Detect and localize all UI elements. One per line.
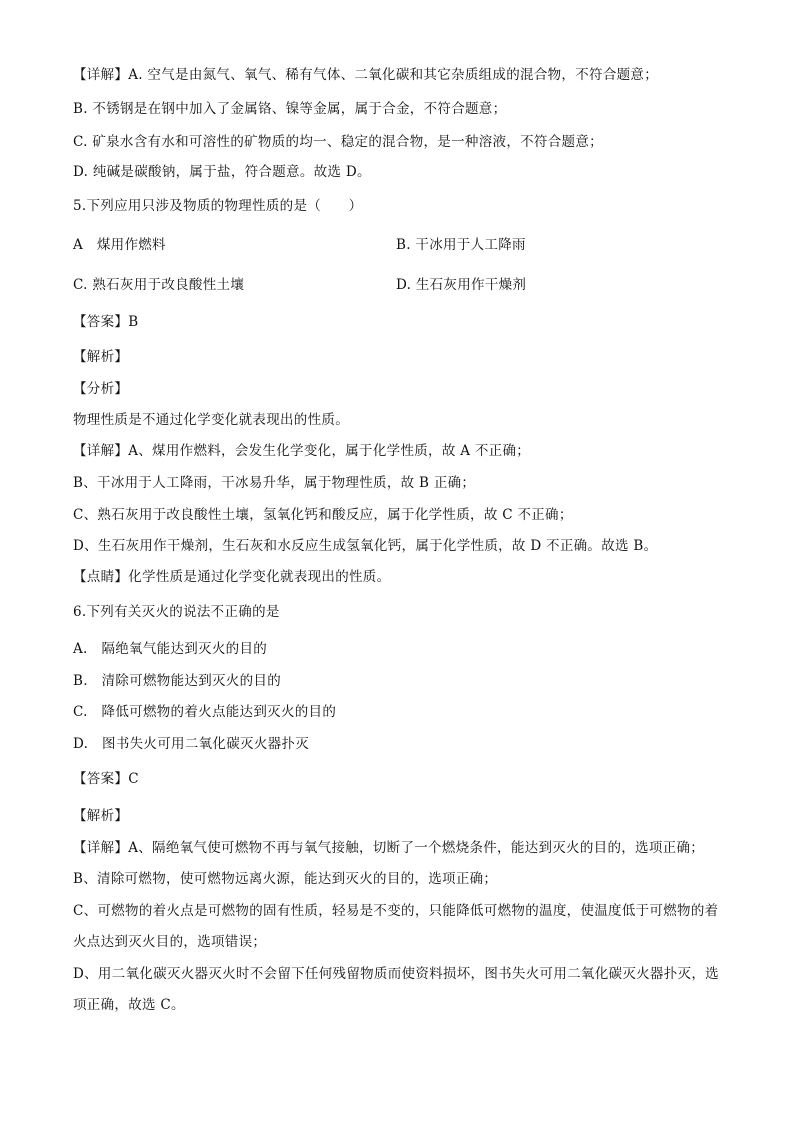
q5-fenxi-text: 物理性质是不通过化学变化就表现出的性质。 [73,412,349,428]
q5-detail-b: B、干冰用于人工降雨，干冰易升华，属于物理性质，故 B 正确； [73,475,476,491]
q6-option-b: B. 清除可燃物能达到灭火的目的 [73,673,282,689]
q5-detail-c: C、熟石灰用于改良酸性土壤，氢氧化钙和酸反应，属于化学性质，故 C 不正确； [73,507,573,523]
q4-detail-b: B. 不锈钢是在钢中加入了金属铬、镍等金属，属于合金，不符合题意； [73,101,507,117]
q6-option-c: C. 降低可燃物的着火点能达到灭火的目的 [73,704,337,720]
q5-option-a: A 煤用作燃料 [73,237,166,253]
q5-analysis-label: 【解析】 [73,349,129,365]
q5-answer: 【答案】B [73,314,139,330]
q6-detail-a: 【详解】A、隔绝氧气使可燃物不再与氧气接触，切断了一个燃烧条件，能达到灭火的目的，选项正确； [73,840,705,856]
q6-answer: 【答案】C [73,771,139,787]
q6-detail-d-line2: 项正确，故选 C。 [73,997,185,1013]
q5-question: 5.下列应用只涉及物质的物理性质的是（ ） [73,198,363,214]
q4-detail-a: 【详解】A. 空气是由氮气、氧气、稀有气体、二氧化碳和其它杂质组成的混合物，不符合题意； [73,67,659,83]
q6-detail-d-line1: D、用二氧化碳灭火器灭火时不会留下任何残留物质而使资料损坏，图书失火可用二氧化碳灭火器扑灭，选 [73,966,719,982]
q5-option-d: D. 生石灰用作干燥剂 [396,277,527,293]
q6-option-a: A. 隔绝氧气能达到灭火的目的 [73,641,268,657]
q5-dianjing: 【点睛】化学性质是通过化学变化就表现出的性质。 [73,569,391,585]
q6-detail-c-line2: 火点达到灭火目的，选项错误； [73,934,267,950]
q5-detail-d: D、生石灰用作干燥剂，生石灰和水反应生成氢氧化钙，属于化学性质，故 D 不正确。故选 B。 [73,538,658,554]
q4-detail-c: C. 矿泉水含有水和可溶性的矿物质的均一、稳定的混合物，是一种溶液，不符合题意； [73,134,603,150]
q6-detail-c-line1: C、可燃物的着火点是可燃物的固有性质，轻易是不变的，只能降低可燃物的温度，使温度低于可燃物的着 [73,903,719,919]
q6-analysis-label: 【解析】 [73,808,129,824]
q6-option-d: D. 图书失火可用二氧化碳灭火器扑灭 [73,736,310,752]
q5-fenxi-label: 【分析】 [73,381,129,397]
q5-option-b: B. 干冰用于人工降雨 [396,237,526,253]
q6-question: 6.下列有关灭火的说法不正确的是 [73,604,280,620]
q4-detail-d: D. 纯碱是碳酸钠，属于盐，符合题意。故选 D。 [73,164,371,180]
q6-detail-b: B、清除可燃物，使可燃物远离火源，能达到灭火的目的，选项正确； [73,871,498,887]
q5-option-c: C. 熟石灰用于改良酸性土壤 [73,277,245,293]
q5-detail-a: 【详解】A、煤用作燃料，会发生化学变化，属于化学性质，故 A 不正确； [73,443,531,459]
